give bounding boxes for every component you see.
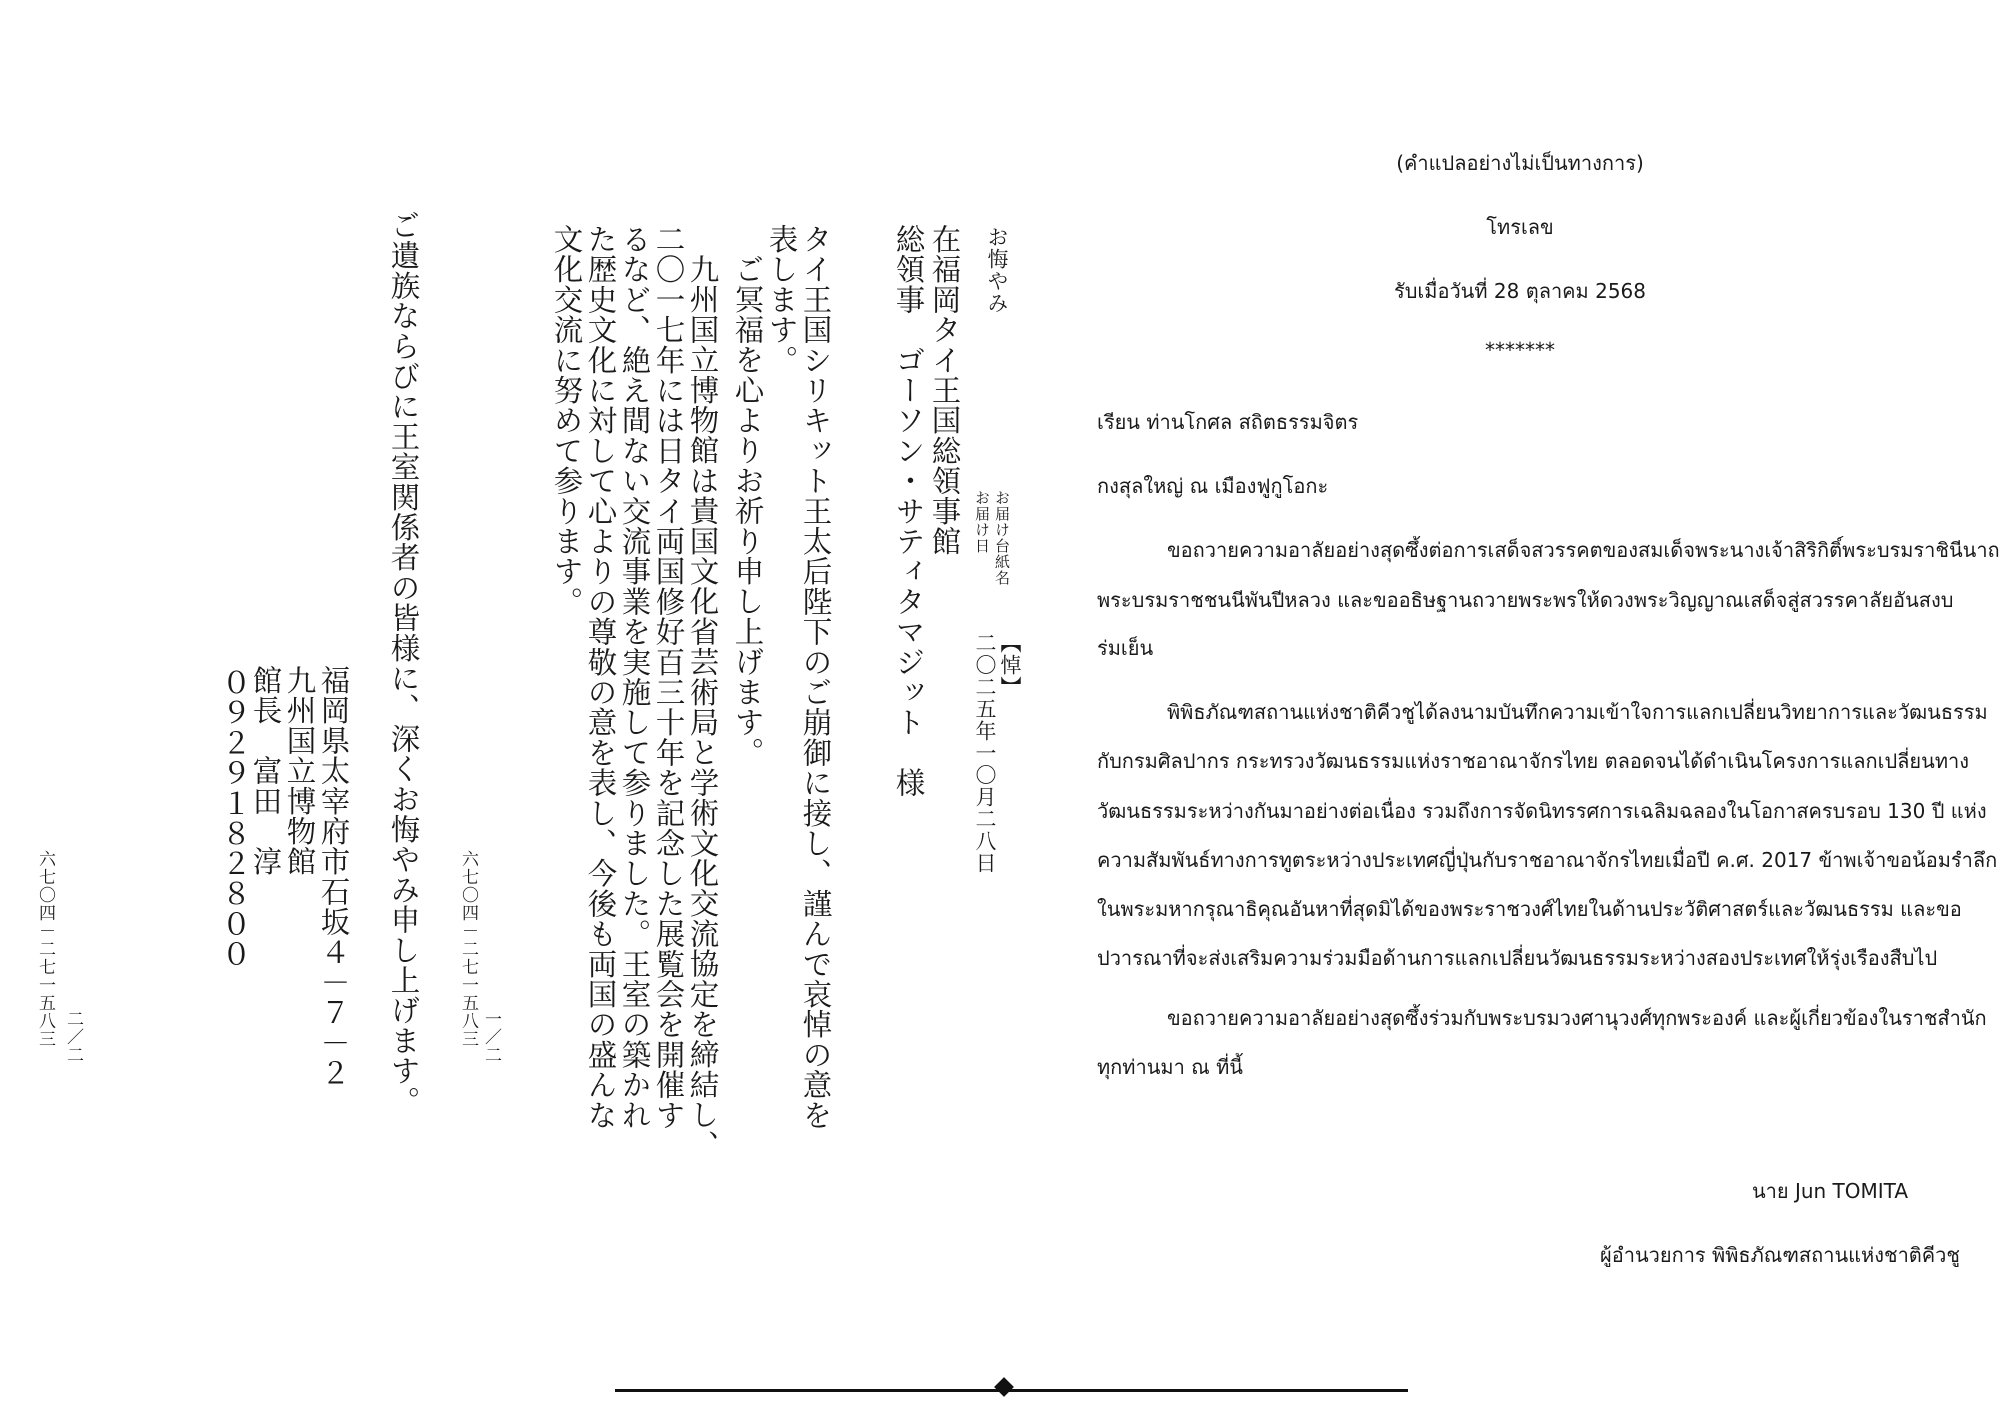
thai-separator: ******* [1485,338,1555,362]
jp-sender-museum: 九州国立博物館 [282,665,317,877]
thai-para3-line: ทุกท่านมา ณ ที่นี้ [1097,1055,1243,1079]
ornament-rule-right [1008,1389,1408,1392]
jp-form-label-date: お届け日 [973,490,991,554]
jp-body-line: 二〇一七年には日タイ両国修好百三十年を記念した展覧会を開催す [651,224,686,1130]
jp-closing-line: ご遺族ならびに王室関係者の皆様に、深くお悔やみ申し上げます。 [386,210,421,1116]
jp-recipient-org: 在福岡タイ王国総領事館 [927,224,962,557]
thai-telegram-label: โทรเลข [1486,215,1554,239]
thai-para1-line: พระบรมราชชนนีพันปีหลวง และขออธิษฐานถวายพระพรให้ดวงพระวิญญาณเสด็จสู่สวรรคาลัยอันสงบ [1097,588,1954,612]
thai-received-date: รับเมื่อวันที่ 28 ตุลาคม 2568 [1393,279,1646,303]
thai-signer-title: ผู้อำนวยการ พิพิธภัณฑสถานแห่งชาติคีวชู [1600,1243,1960,1267]
jp-page2-no: 二／二 [63,1010,83,1064]
jp-body-line: た歴史文化に対して心よりの尊敬の意を表し、今後も両国の盛んな [583,224,618,1130]
jp-sender-address: 福岡県太宰府市石坂４－７－２ [316,665,351,1088]
thai-para2-line: ความสัมพันธ์ทางการทูตระหว่างประเทศญี่ปุ่นกับราชอาณาจักรไทยเมื่อปี ค.ศ. 2017 ข้าพเจ้าขอน้อมรำลึก [1097,848,1998,872]
jp-page2-ref: 六七〇四－二七一五八三 [35,850,55,1048]
thai-para2-line: ในพระมหากรุณาธิคุณอันหาที่สุดมิได้ของพระราชวงศ์ไทยในด้านประวัติศาสตร์และวัฒนธรรม และขอ [1097,897,1962,921]
thai-para3-line: ขอถวายความอาลัยอย่างสุดซึ้งร่วมกับพระบรมวงศานุวงศ์ทุกพระองค์ และผู้เกี่ยวข้องในราชสำนัก [1167,1006,1987,1030]
jp-date: 二〇二五年一〇月二八日 [973,632,997,874]
jp-sender-phone: ０９２９１８２８００ [217,667,252,969]
jp-body-line: タイ王国シリキット王太后陛下のご崩御に接し、謹んで哀悼の意を [798,224,833,1131]
thai-position: กงสุลใหญ่ ณ เมืองฟูกูโอกะ [1097,474,1329,498]
jp-body-line: 表します。 [764,224,799,375]
jp-body-line: 文化交流に努めて参ります。 [549,224,584,617]
jp-recipient-name: 総領事 ゴーソン・サティタマジット 様 [891,224,926,798]
thai-signer-name: นาย Jun TOMITA [1751,1179,1909,1203]
thai-para2-line: ปวารณาที่จะส่งเสริมความร่วมมือด้านการแลกเปลี่ยนวัฒนธรรมระหว่างสองประเทศให้รุ่งเรืองสืบไป [1097,946,1938,970]
jp-card-type: 【悼】 [998,632,1022,698]
thai-para1-line: ขอถวายความอาลัยอย่างสุดซึ้งต่อการเสด็จสวรรคตของสมเด็จพระนางเจ้าสิริกิติ์พระบรมราชินีนาถ [1167,538,2000,562]
jp-body-line: ご冥福を心よりお祈り申し上げます。 [730,254,765,768]
thai-para2-line: วัฒนธรรมระหว่างกันมาอย่างต่อเนื่อง รวมถึงการจัดนิทรรศการเฉลิมฉลองในโอกาสครบรอบ 130 ปี แห่ง [1097,799,1987,823]
thai-translation-note: (คำแปลอย่างไม่เป็นทางการ) [1396,151,1644,175]
thai-para2-line: กับกรมศิลปากร กระทรวงวัฒนธรรมแห่งราชอาณาจักรไทย ตลอดจนได้ดำเนินโครงการแลกเปลี่ยนทาง [1097,749,1969,773]
thai-salutation: เรียน ท่านโกศล สถิตธรรมจิตร [1097,410,1359,434]
ornament-rule-left [615,1389,1000,1392]
jp-sender-director: 館長 富田 淳 [248,665,283,877]
jp-page1-no: 一／二 [481,1010,501,1064]
jp-form-label-card: お届け台紙名 [993,490,1011,586]
jp-body-line: 九州国立博物館は貴国文化省芸術局と学術文化交流協定を締結し、 [685,254,720,1160]
jp-body-line: るなど、絶え間ない交流事業を実施して参りました。王室の築かれ [617,224,652,1130]
jp-page1-ref: 六七〇四－二七一五八三 [458,850,478,1048]
thai-para1-line: ร่มเย็น [1097,636,1154,660]
jp-heading: お悔やみ [985,226,1009,314]
thai-para2-line: พิพิธภัณฑสถานแห่งชาติคีวชูได้ลงนามบันทึกความเข้าใจการแลกเปลี่ยนวิทยาการและวัฒนธรรม [1167,700,1988,724]
